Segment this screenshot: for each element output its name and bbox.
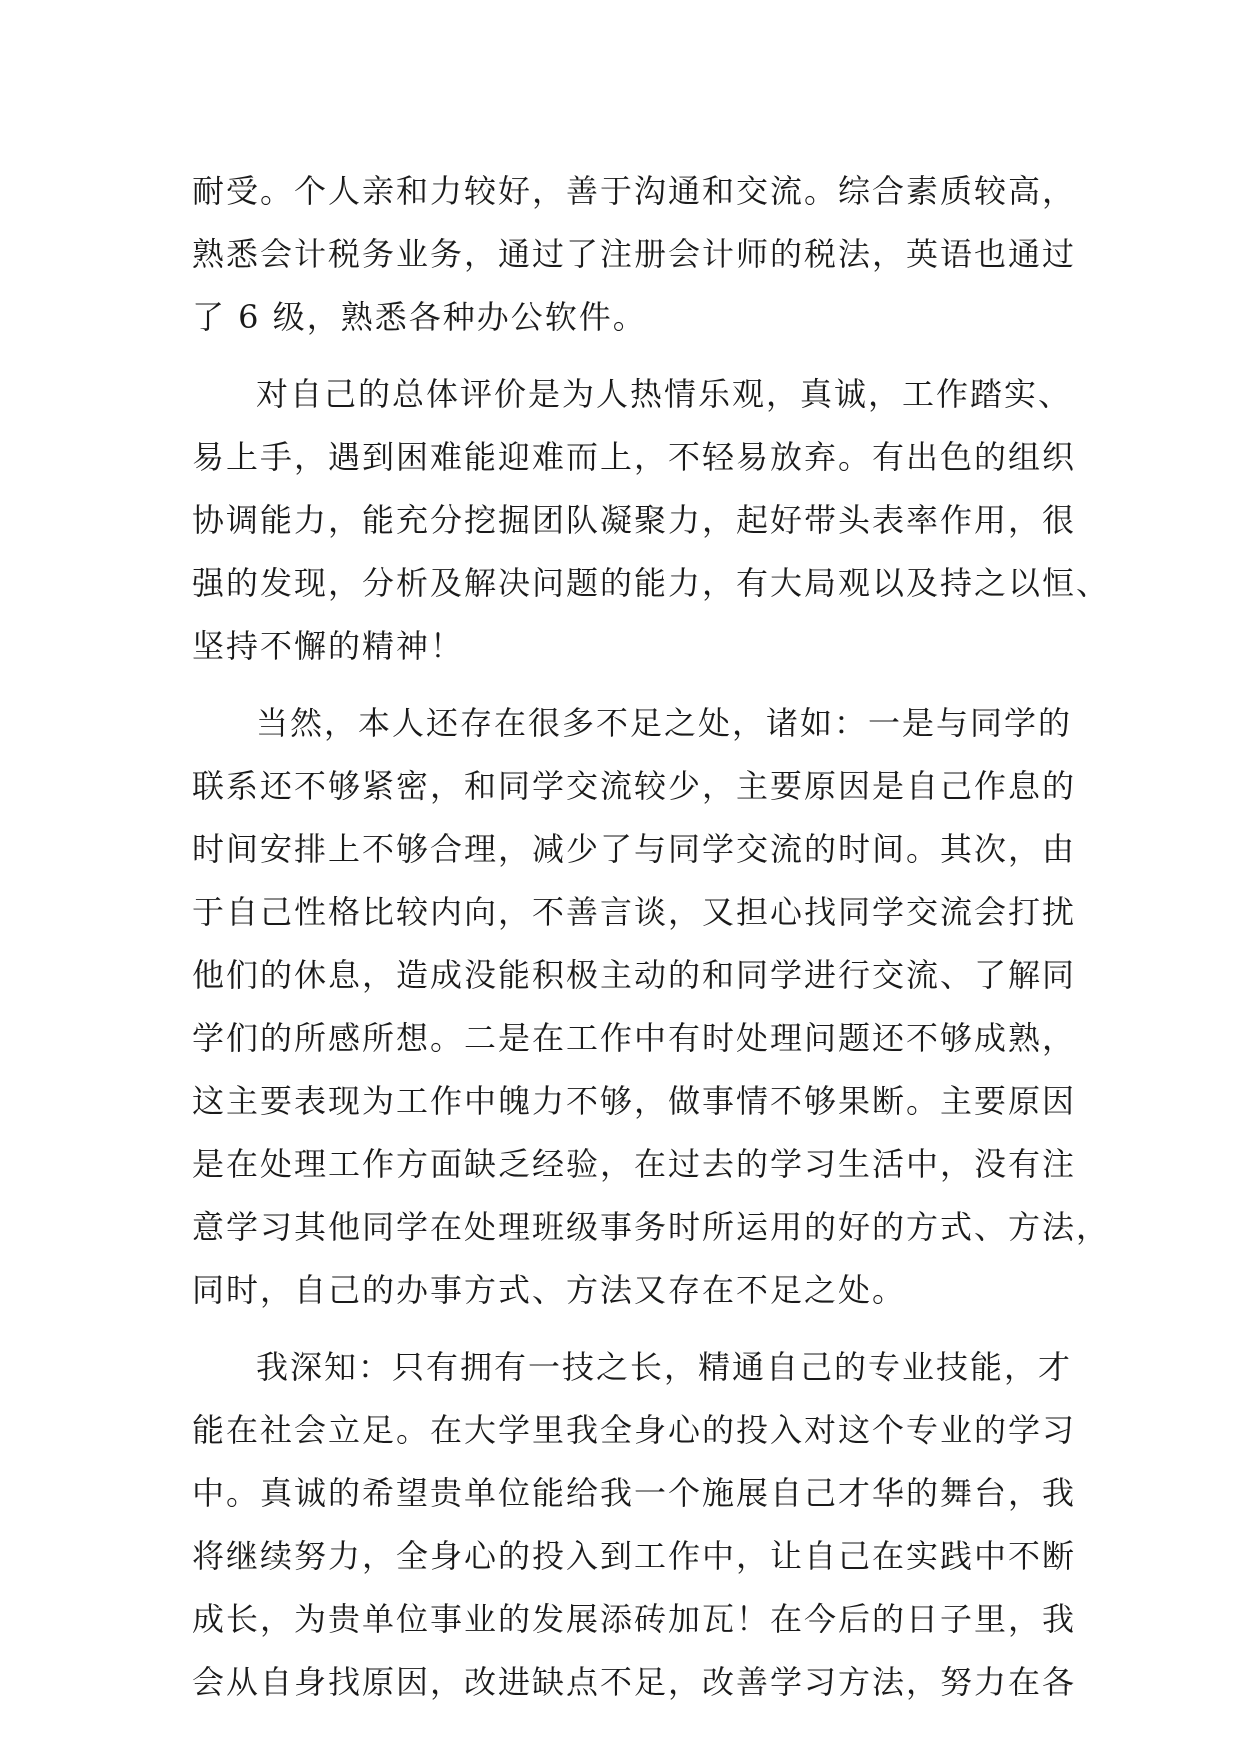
text-line: 当然，本人还存在很多不足之处，诸如：一是与同学的	[256, 704, 1073, 742]
text-line: 协调能力，能充分挖掘团队凝聚力，起好带头表率作用，很	[192, 501, 1077, 539]
document-body	[192, 160, 1111, 1714]
text-line: 时间安排上不够合理，减少了与同学交流的时间。其次，由	[192, 830, 1077, 868]
paragraph	[192, 692, 1111, 1322]
text-line: 易上手，遇到困难能迎难而上，不轻易放弃。有出色的组织	[192, 438, 1077, 476]
paragraph	[192, 1336, 1077, 1714]
text-line: 成长，为贵单位事业的发展添砖加瓦！在今后的日子里，我	[192, 1600, 1077, 1638]
text-line: 耐受。个人亲和力较好，善于沟通和交流。综合素质较高，	[192, 172, 1077, 210]
text-line: 中。真诚的希望贵单位能给我一个施展自己才华的舞台，我	[192, 1474, 1077, 1512]
text-line: 了 6 级，熟悉各种办公软件。	[192, 298, 647, 336]
text-line: 对自己的总体评价是为人热情乐观，真诚，工作踏实、	[256, 375, 1073, 413]
text-line: 意学习其他同学在处理班级事务时所运用的好的方式、方法，	[192, 1208, 1111, 1246]
text-line: 会从自身找原因，改进缺点不足，改善学习方法，努力在各	[192, 1663, 1077, 1701]
text-line: 熟悉会计税务业务，通过了注册会计师的税法，英语也通过	[192, 235, 1077, 273]
text-line: 这主要表现为工作中魄力不够，做事情不够果断。主要原因	[192, 1082, 1077, 1120]
paragraph	[192, 160, 1077, 349]
text-line: 坚持不懈的精神！	[192, 627, 465, 665]
paragraph	[192, 363, 1111, 678]
text-line: 联系还不够紧密，和同学交流较少，主要原因是自己作息的	[192, 767, 1077, 805]
text-line: 能在社会立足。在大学里我全身心的投入对这个专业的学习	[192, 1411, 1077, 1449]
text-line: 我深知：只有拥有一技之长，精通自己的专业技能，才	[256, 1348, 1073, 1386]
text-line: 强的发现，分析及解决问题的能力，有大局观以及持之以恒、	[192, 564, 1111, 602]
text-line: 于自己性格比较内向，不善言谈，又担心找同学交流会打扰	[192, 893, 1077, 931]
text-line: 是在处理工作方面缺乏经验，在过去的学习生活中，没有注	[192, 1145, 1077, 1183]
text-line: 他们的休息，造成没能积极主动的和同学进行交流、了解同	[192, 956, 1077, 994]
text-line: 将继续努力，全身心的投入到工作中，让自己在实践中不断	[192, 1537, 1077, 1575]
text-line: 同时，自己的办事方式、方法又存在不足之处。	[192, 1271, 907, 1309]
text-line: 学们的所感所想。二是在工作中有时处理问题还不够成熟，	[192, 1019, 1077, 1057]
